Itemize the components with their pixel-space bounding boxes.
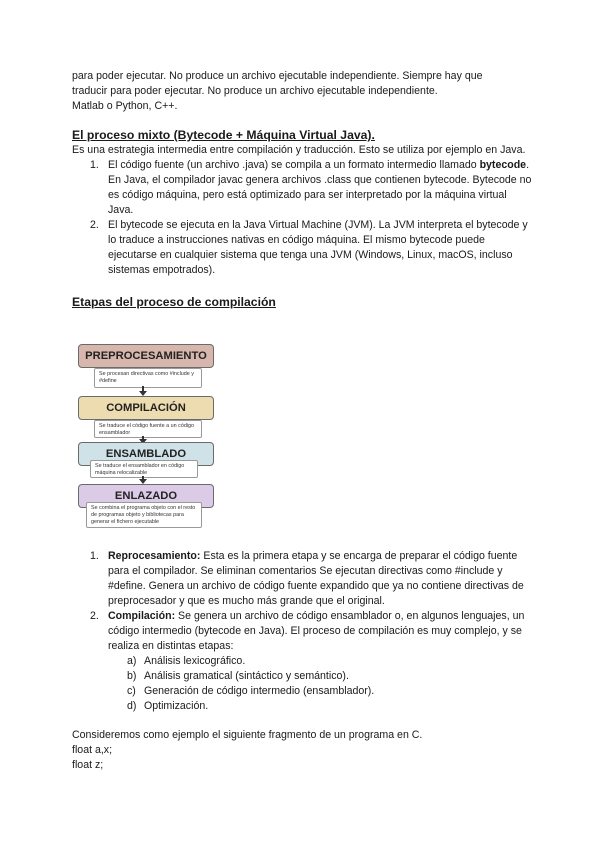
- list-letter: c): [127, 685, 136, 697]
- step-text: Se genera un archivo de código ensamblador o, en algunos lenguajes, un código intermedio (bytecode en Java). El proceso de compilación es muy complejo, y se realiza en distintas etapas:: [108, 610, 525, 652]
- list-item: [72, 218, 532, 278]
- list-item: [72, 669, 532, 684]
- substep-text: Optimización.: [144, 700, 209, 712]
- compilation-stages-diagram: [72, 340, 226, 532]
- stage-note: Se combina el programa objeto con el resto de programas objeto y bibliotecas para generar el fichero ejecutable: [86, 502, 202, 528]
- stage-note: Se traduce el ensamblador en código máquina relocalizable: [90, 460, 198, 478]
- stage-label: PREPROCESAMIENTO: [85, 349, 207, 362]
- item-text-start: El código fuente (un archivo .java) se compila a un formato intermedio llamado: [108, 159, 480, 171]
- step-title: Reprocesamiento:: [108, 550, 201, 562]
- stages-list: [72, 549, 532, 654]
- item-text-end: . En Java, el compilador javac genera archivos .class que contienen bytecode. Bytecode no es código máquina, pero está optimizado para ser interpretado por la máquina virtual Java.: [108, 159, 532, 216]
- list-item: [72, 684, 532, 699]
- substep-text: Análisis lexicográfico.: [144, 655, 246, 667]
- list-number: 1.: [90, 159, 99, 171]
- list-number: 2.: [90, 610, 99, 622]
- list-number: 1.: [90, 550, 99, 562]
- down-arrow-icon: [142, 436, 144, 440]
- substep-text: Generación de código intermedio (ensamblador).: [144, 685, 375, 697]
- stage-label: COMPILACIÓN: [106, 401, 186, 414]
- substep-text: Análisis gramatical (sintáctico y semántico).: [144, 670, 349, 682]
- list-number: 2.: [90, 219, 99, 231]
- list-item: [72, 158, 532, 218]
- list-letter: a): [127, 655, 137, 667]
- intro-line-2: traducir para poder ejecutar. No produce un archivo ejecutable independiente.: [72, 85, 438, 97]
- list-letter: b): [127, 670, 137, 682]
- code-line-1: float a,x;: [72, 744, 113, 756]
- stages-detail: [72, 549, 532, 773]
- intro-line-1: para poder ejecutar. No produce un archivo ejecutable independiente. Siempre hay que: [72, 70, 483, 82]
- stage-note: Se procesan directivas como #include y #define: [94, 368, 202, 388]
- document-page: [72, 69, 532, 310]
- example-intro: Consideremos como ejemplo el siguiente fragmento de un programa en C.: [72, 729, 423, 741]
- compilation-substeps: [72, 654, 532, 714]
- down-arrow-icon: [142, 386, 144, 392]
- stages-heading: Etapas del proceso de compilación: [72, 295, 276, 309]
- step-title: Compilación:: [108, 610, 176, 622]
- stage-preprocesamiento: [78, 344, 214, 368]
- list-letter: d): [127, 700, 137, 712]
- list-item: [72, 549, 532, 609]
- mixed-process-heading: El proceso mixto (Bytecode + Máquina Virtual Java).: [72, 128, 375, 142]
- step-text: Esta es la primera etapa y se encarga de preparar el código fuente para el compilador. Se eliminan comentarios Se ejecutan directivas como #include y #define. Genera un archivo de código fuente expandido que ya no contiene directivas de preprocesador y que es mucho más grande que el original.: [108, 550, 524, 607]
- stage-label: ENLAZADO: [114, 489, 178, 502]
- down-arrow-icon: [142, 476, 144, 480]
- code-line-2: float z;: [72, 759, 104, 771]
- intro-line-3: Matlab o Python, C++.: [72, 100, 178, 112]
- list-item: [72, 699, 532, 714]
- mixed-process-list: [72, 158, 532, 278]
- item-text: El bytecode se ejecuta en la Java Virtual Machine (JVM). La JVM interpreta el bytecode y lo traduce a instrucciones nativas en código máquina. El mismo bytecode puede ejecutarse en cualquier sistema que tenga una JVM (Windows, Linux, macOS, incluso sistemas empotrados).: [108, 219, 528, 276]
- stage-compilacion: [78, 396, 214, 420]
- stage-label: ENSAMBLADO: [105, 447, 187, 460]
- bytecode-term: bytecode: [479, 159, 527, 171]
- list-item: [72, 654, 532, 669]
- list-item: [72, 609, 532, 654]
- stage-note: Se traduce el código fuente a un código ensamblador: [94, 420, 202, 438]
- mixed-process-description: Es una estrategia intermedia entre compilación y traducción. Esto se utiliza por ejemplo en Java.: [72, 144, 526, 156]
